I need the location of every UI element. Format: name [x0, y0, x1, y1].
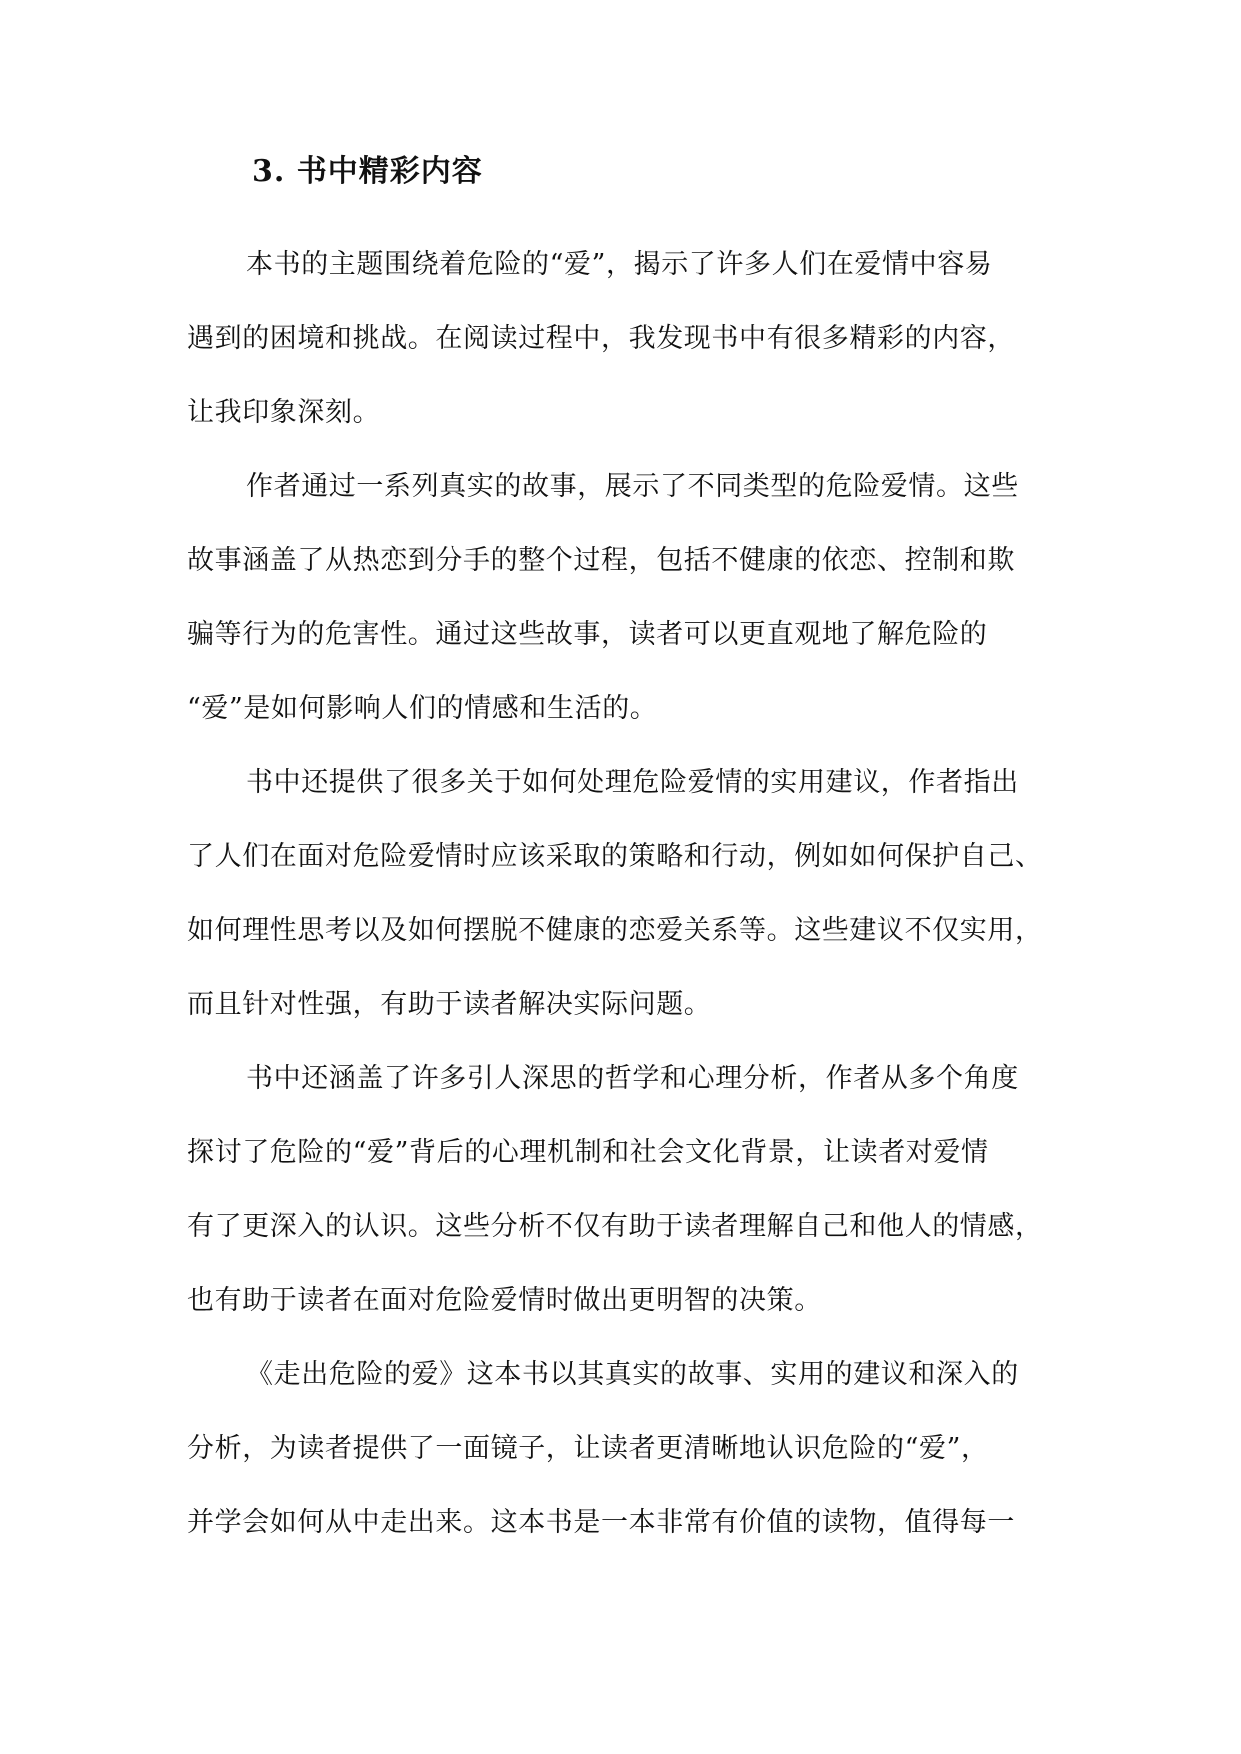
paragraph-3-line-3: 如何理性思考以及如何摆脱不健康的恋爱关系等。这些建议不仅实用，: [187, 915, 1043, 946]
paragraph-2-line-4: “爱”是如何影响人们的情感和生活的。: [187, 693, 658, 724]
paragraph-4-line-1: 书中还涵盖了许多引人深思的哲学和心理分析，作者从多个角度: [246, 1063, 1019, 1094]
paragraph-4-line-2: 探讨了危险的“爱”背后的心理机制和社会文化背景，让读者对爱情: [187, 1137, 989, 1168]
paragraph-2-line-2: 故事涵盖了从热恋到分手的整个过程，包括不健康的依恋、控制和欺: [187, 545, 1015, 576]
paragraph-3-line-1: 书中还提供了很多关于如何处理危险爱情的实用建议，作者指出: [246, 767, 1019, 798]
paragraph-5-line-1: 《走出危险的爱》这本书以其真实的故事、实用的建议和深入的: [246, 1359, 1019, 1390]
paragraph-1-line-2: 遇到的困境和挑战。在阅读过程中，我发现书中有很多精彩的内容，: [187, 323, 1015, 354]
paragraph-1-line-1: 本书的主题围绕着危险的“爱”，揭示了许多人们在爱情中容易: [246, 249, 993, 280]
paragraph-4-line-4: 也有助于读者在面对危险爱情时做出更明智的决策。: [187, 1285, 822, 1316]
paragraph-3-line-4: 而且针对性强，有助于读者解决实际问题。: [187, 989, 712, 1020]
paragraph-1-line-3: 让我印象深刻。: [187, 397, 381, 428]
paragraph-3-line-2: 了人们在面对危险爱情时应该采取的策略和行动，例如如何保护自己、: [187, 841, 1043, 872]
section-heading: 3. 书中精彩内容: [252, 154, 483, 189]
paragraph-2-line-1: 作者通过一系列真实的故事，展示了不同类型的危险爱情。这些: [246, 471, 1019, 502]
paragraph-2-line-3: 骗等行为的危害性。通过这些故事，读者可以更直观地了解危险的: [187, 619, 988, 650]
body-text: [187, 228, 1055, 1560]
paragraph-4-line-3: 有了更深入的认识。这些分析不仅有助于读者理解自己和他人的情感，: [187, 1211, 1043, 1242]
paragraph-5-line-3: 并学会如何从中走出来。这本书是一本非常有价值的读物，值得每一: [187, 1507, 1015, 1538]
paragraph-5-line-2: 分析，为读者提供了一面镜子，让读者更清晰地认识危险的“爱”，: [187, 1433, 989, 1464]
